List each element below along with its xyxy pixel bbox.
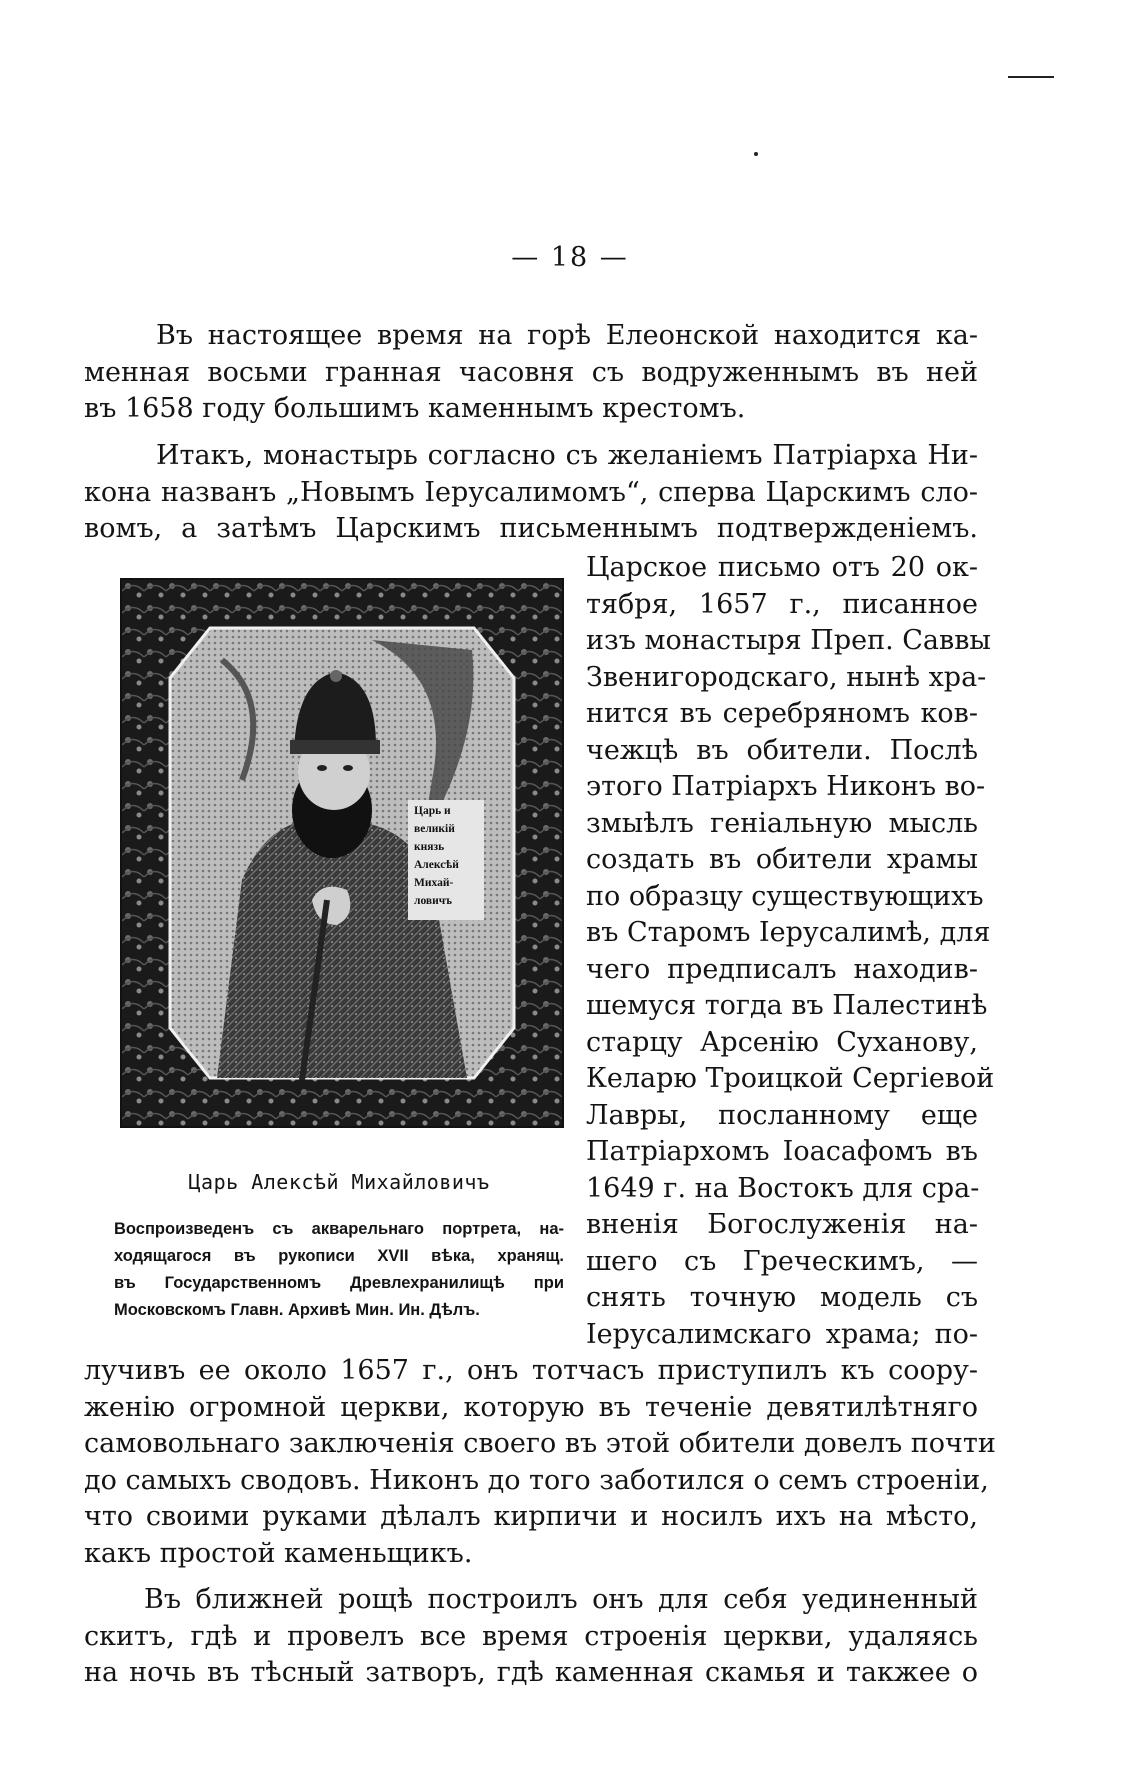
text-line: шемуся тогда въ Палестинѣ	[586, 990, 988, 1021]
text-line: чего предписалъ находив-	[586, 953, 978, 985]
inscription-line: великiй	[414, 823, 455, 835]
text-line: Итакъ, монастырь согласно съ желаніемъ Патріарха Ни-	[156, 440, 978, 471]
text-line: старцу Арсенію Суханову,	[586, 1026, 978, 1058]
text-line: Въ настоящее время на горѣ Елеонской находится ка-	[156, 320, 978, 351]
text-line: этого Патріархъ Никонъ во-	[586, 771, 986, 802]
text-line: тября, 1657 г., писанное	[586, 588, 978, 620]
caption-line: въ Государственномъ Древлехранилищѣ при	[114, 1274, 564, 1292]
text-line: Звенигородскаго, нынѣ хра-	[586, 661, 987, 693]
text-line: изъ монастыря Преп. Саввы	[586, 625, 991, 656]
text-line: женію огромной церкви, которую въ теченіе девятилѣтняго	[84, 1391, 978, 1423]
caption-line: Московскомъ Главн. Архивѣ Мин. Ин. Дѣлъ.	[114, 1301, 480, 1319]
text-line: въ 1658 году большимъ каменнымъ крестомъ.	[84, 393, 746, 424]
text-line: нится въ серебряномъ ков-	[586, 698, 978, 729]
paragraph-2-side-column	[586, 550, 995, 1353]
text-line: въ Старомъ Іерусалимѣ, для	[586, 917, 991, 948]
text-line: вненія Богослуженія на-	[586, 1209, 978, 1240]
text-line: Въ ближней рощѣ построилъ онъ для себя уединенный	[144, 1584, 978, 1615]
portrait-svg	[122, 580, 562, 1126]
text-line: кона названъ „Новымъ Іерусалимомъ“, сперва Царскимъ сло-	[84, 476, 978, 508]
text-line: 1649 г. на Востокъ для сра-	[586, 1172, 980, 1204]
caption-line: ходящагося въ рукописи XVII вѣка, хранящ.	[114, 1247, 564, 1265]
text-line: менная восьми гранная часовня съ водруженнымъ въ ней	[84, 356, 978, 388]
text-line: до самыхъ сводовъ. Никонъ до того заботился о семъ строеніи,	[84, 1464, 989, 1496]
text-line: Царское письмо отъ 20 ок-	[586, 552, 978, 583]
scan-mark	[1008, 76, 1054, 78]
text-line: шего съ Греческимъ, —	[586, 1245, 978, 1277]
paragraph-3	[84, 1582, 978, 1692]
text-line: снять точную модель съ	[586, 1282, 978, 1313]
text-line: Іерусалимскаго храма; по-	[586, 1318, 978, 1350]
text-line: змыѣлъ геніальную мысль	[586, 807, 978, 839]
text-line: самовольнаго заключенія своего въ этой обители довелъ почти	[84, 1428, 996, 1459]
paragraph-1	[84, 318, 978, 428]
paragraph-2	[84, 438, 978, 548]
text-line: создать въ обители храмы	[586, 844, 978, 875]
text-line: лучивъ ее около 1657 г., онъ тотчасъ приступилъ къ соору-	[84, 1355, 978, 1386]
text-line: что своими руками дѣлалъ кирпичи и носилъ ихъ на мѣсто,	[84, 1501, 978, 1532]
figure-caption-body	[114, 1216, 564, 1324]
inscription-line: ловичъ	[414, 895, 452, 907]
inscription-line: Алексѣй	[414, 859, 459, 871]
page-number: — 18 —	[511, 242, 629, 273]
text-line: Лавры, посланному еще	[586, 1099, 978, 1131]
text-line: на ночь въ тѣсный затворъ, гдѣ каменная скамья и такжее о	[84, 1657, 978, 1688]
text-line: какъ простой каменьщикъ.	[84, 1537, 473, 1569]
paragraph-2-continued	[84, 1353, 996, 1572]
portrait-illustration	[120, 578, 564, 1128]
text-line: по образцу существующихъ	[586, 880, 984, 912]
inscription-line: князь	[414, 841, 445, 853]
inscription-line: Михай-	[414, 877, 454, 889]
text-line: скитъ, гдѣ и провелъ все время строенія церкви, удаляясь	[84, 1620, 978, 1652]
scan-speck	[754, 152, 758, 156]
caption-line: Воспроизведенъ съ акварельнаго портрета, на-	[114, 1220, 564, 1238]
inscription-line: Царь и	[414, 805, 451, 817]
text-line: вомъ, а затѣмъ Царскимъ письменнымъ подтвержденіемъ.	[84, 513, 978, 544]
text-line: чежцѣ въ обители. Послѣ	[586, 734, 978, 766]
text-line: Келарю Троицкой Сергіевой	[586, 1063, 995, 1094]
text-line: Патріархомъ Іоасафомъ въ	[586, 1136, 978, 1167]
figure-caption-title: Царь Алексѣй Михайловичъ	[188, 1170, 490, 1194]
